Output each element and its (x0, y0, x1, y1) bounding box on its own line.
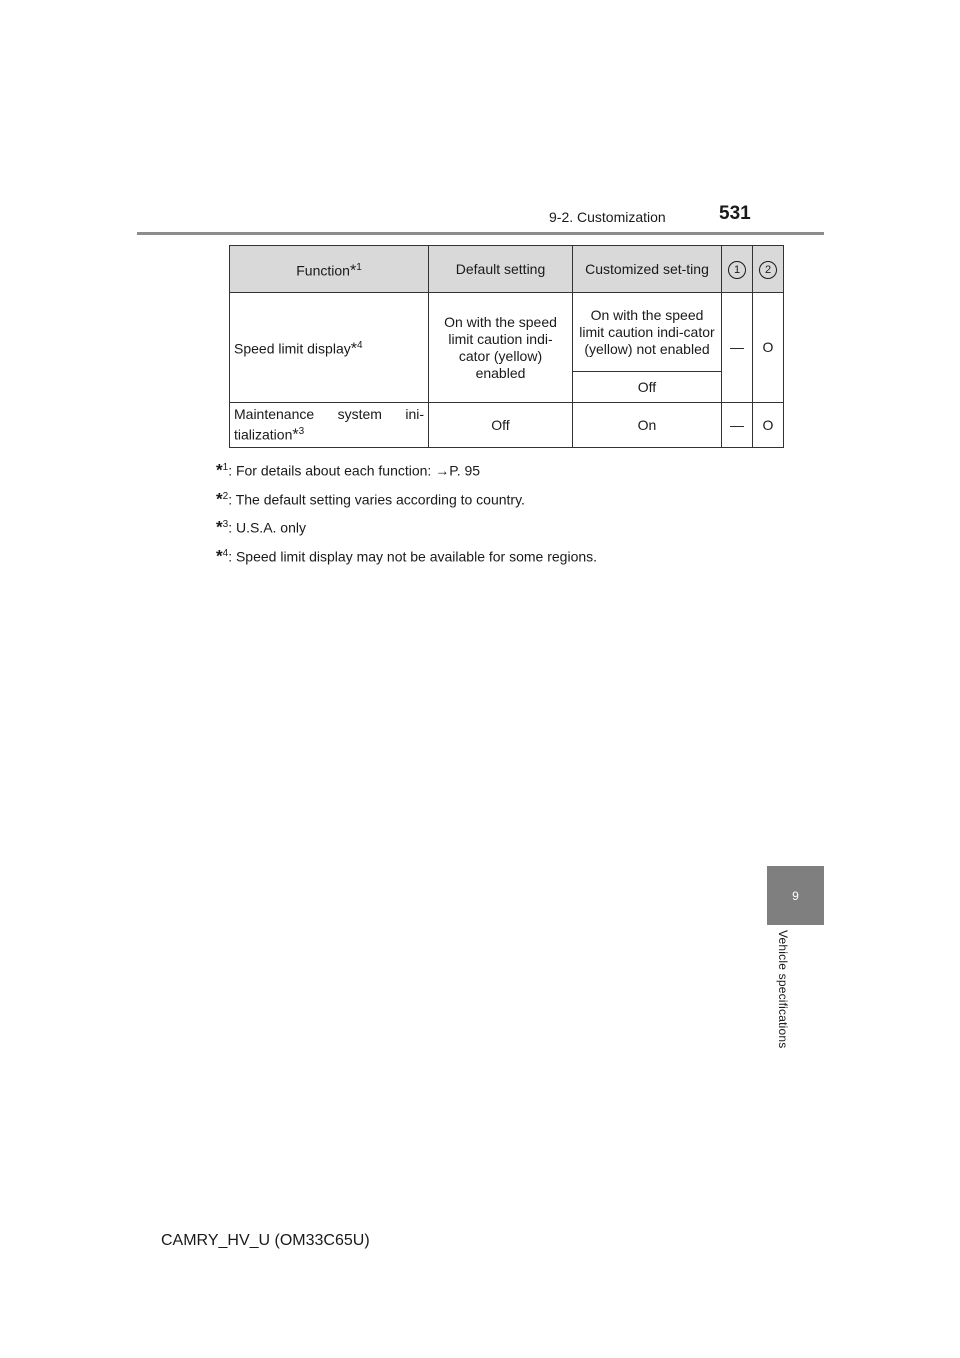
row-col-1: — (722, 293, 753, 403)
chapter-number: 9 (792, 888, 799, 903)
row-col-2: O (753, 403, 784, 448)
header-col-1 (722, 246, 753, 293)
chapter-tab[interactable] (767, 866, 824, 925)
row-default: On with the speed limit caution indi-cator (yellow) enabled (429, 293, 573, 403)
row-default: Off (429, 403, 573, 448)
row-custom-option-1: On with the speed limit caution indi-cator (yellow) not enabled (573, 293, 722, 372)
row-custom-option-1: On (573, 403, 722, 448)
row-col-2: O (753, 293, 784, 403)
header-function: Function*$^1$ (230, 246, 429, 293)
table-row (230, 293, 784, 372)
footnote: *$^4$: Speed limit display may not be available for some regions. (216, 546, 598, 566)
header-divider (137, 232, 824, 235)
row-col-1: — (722, 403, 753, 448)
section-title: 9-2. Customization (549, 209, 666, 225)
row-custom-option-2: Off (573, 372, 722, 403)
table-header-row (230, 246, 784, 293)
header-customized-setting: Customized set-ting (573, 246, 722, 293)
customization-table (229, 245, 784, 448)
page-number: 531 (719, 203, 751, 224)
footnote: *$^2$: The default setting varies according to country. (216, 489, 525, 509)
row-function: Speed limit display*$^4$ (230, 293, 429, 403)
footnote: *$^1$: For details about each function: →P. 95 (216, 460, 481, 480)
header-default-setting: Default setting (429, 246, 573, 293)
table-row (230, 403, 784, 448)
document-code: CAMRY_HV_U (OM33C65U) (161, 1232, 370, 1249)
row-function: Maintenance system ini-tialization*$^3$ (230, 403, 429, 448)
circled-number-1: 1 (728, 261, 746, 279)
circled-number-2: 2 (759, 261, 777, 279)
chapter-label: Vehicle specifications (776, 930, 790, 1049)
footnotes (216, 455, 597, 570)
header-col-2 (753, 246, 784, 293)
footnote: *$^3$: U.S.A. only (216, 517, 306, 537)
